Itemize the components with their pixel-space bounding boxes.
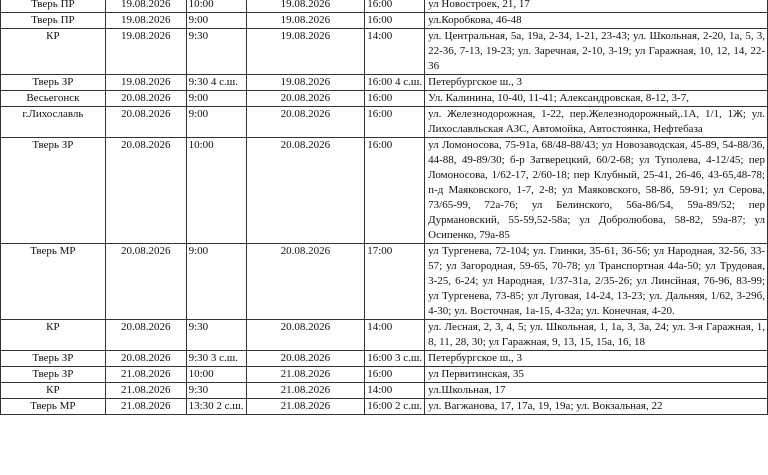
start-time-cell: 9:30	[186, 320, 246, 351]
area-cell: Тверь МР	[1, 244, 106, 320]
start-date-cell: 19.08.2026	[105, 29, 186, 75]
address-cell: ул Тургенева, 72-104; ул. Глинки, 35-61, 36-56; ул Народная, 32-56, 33-57; ул Загородная, 59-65, 70-78; ул Транспортная 44а-50; ул Трудовая, 3-25, 6-24; ул Народная, 1/37-31а, 2/35-26; ул Линсйная, 76-96, 83-99; ул Тургенева, 73-85; ул Луговая, 14-24, 13-23; ул. Дальняя, 1/62, 3-29б, 4-30; ул. Восточная, 1а-15, 4-32а; ул. Конечная, 4-20.	[425, 244, 768, 320]
start-time-cell: 9:30	[186, 29, 246, 75]
end-date-cell: 19.08.2026	[246, 13, 365, 29]
end-time-cell: 16:00 2 с.ш.	[365, 399, 425, 415]
end-date-cell: 19.08.2026	[246, 0, 365, 13]
address-cell: ул. Вагжанова, 17, 17а, 19, 19а; ул. Вокзальная, 22	[425, 399, 768, 415]
area-cell: КР	[1, 29, 106, 75]
end-date-cell: 20.08.2026	[246, 107, 365, 138]
area-cell: Тверь ЗР	[1, 367, 106, 383]
area-cell: Тверь ПР	[1, 0, 106, 13]
table-row	[1, 29, 768, 75]
end-time-cell: 16:00	[365, 13, 425, 29]
area-cell: КР	[1, 320, 106, 351]
start-time-cell: 13:30 2 с.ш.	[186, 399, 246, 415]
start-date-cell: 20.08.2026	[105, 244, 186, 320]
table-row	[1, 399, 768, 415]
end-time-cell: 14:00	[365, 383, 425, 399]
start-time-cell: 10:00	[186, 138, 246, 244]
address-cell: Петербургское ш., 3	[425, 351, 768, 367]
start-date-cell: 21.08.2026	[105, 367, 186, 383]
start-date-cell: 20.08.2026	[105, 107, 186, 138]
end-time-cell: 16:00 3 с.ш.	[365, 351, 425, 367]
start-date-cell: 21.08.2026	[105, 383, 186, 399]
start-date-cell: 20.08.2026	[105, 320, 186, 351]
table-row	[1, 320, 768, 351]
end-time-cell: 14:00	[365, 320, 425, 351]
address-cell: ул Новостроек, 21, 17	[425, 0, 768, 13]
end-date-cell: 20.08.2026	[246, 91, 365, 107]
end-time-cell: 17:00	[365, 244, 425, 320]
start-date-cell: 20.08.2026	[105, 91, 186, 107]
area-cell: Тверь МР	[1, 399, 106, 415]
end-date-cell: 20.08.2026	[246, 244, 365, 320]
address-cell: ул. Железнодорожная, 1-22, пер.Железнодорожный,.1А, 1/1, 1Ж; ул. Лихославльская АЗС, Автомойка, Автостоянка, Нефтебаза	[425, 107, 768, 138]
end-date-cell: 20.08.2026	[246, 138, 365, 244]
outage-schedule-body	[1, 0, 768, 415]
end-date-cell: 20.08.2026	[246, 320, 365, 351]
end-time-cell: 14:00	[365, 29, 425, 75]
address-cell: ул. Лесная, 2, 3, 4, 5; ул. Школьная, 1, 1а, 3, 3а, 24; ул. 3-я Гаражная, 1, 8, 11, 28, 30; ул Гаражная, 9, 13, 15, 15а, 16, 18	[425, 320, 768, 351]
end-date-cell: 21.08.2026	[246, 399, 365, 415]
table-row	[1, 13, 768, 29]
start-date-cell: 19.08.2026	[105, 0, 186, 13]
start-time-cell: 9:30 3 с.ш.	[186, 351, 246, 367]
start-date-cell: 19.08.2026	[105, 75, 186, 91]
area-cell: Тверь ЗР	[1, 138, 106, 244]
table-row	[1, 138, 768, 244]
end-time-cell: 16:00	[365, 107, 425, 138]
table-row	[1, 351, 768, 367]
table-row	[1, 0, 768, 13]
start-time-cell: 10:00	[186, 367, 246, 383]
address-cell: ул Первитинская, 35	[425, 367, 768, 383]
start-date-cell: 19.08.2026	[105, 13, 186, 29]
start-time-cell: 9:30	[186, 383, 246, 399]
end-time-cell: 16:00	[365, 138, 425, 244]
table-row	[1, 107, 768, 138]
area-cell: Тверь ЗР	[1, 351, 106, 367]
start-time-cell: 9:00	[186, 107, 246, 138]
start-date-cell: 20.08.2026	[105, 138, 186, 244]
address-cell: ул Ломоносова, 75-91а, 68/48-88/43; ул Новозаводская, 45-89, 54-88/36, 44-88, 49-89/30; б-р Затверецкий, 60/2-68; ул Туполева, 4-12/45; пер Ломоносова, 1/62-17, 2/60-18; пер Клубный, 25-41, 26-46, 43-65,48-78; п-д Маяковского, 1-7, 2-8; ул Маяковского, 58-86, 59-91; ул Серова, 73/65-99, 72а-76; ул Белинского, 56а-86/54, 59а-89/52; пер Дурмановский, 55-59,52-58а; ул Добролюбова, 58-82, 59а-87; ул Осипенко, 79а-85	[425, 138, 768, 244]
start-time-cell: 9:30 4 с.ш.	[186, 75, 246, 91]
end-date-cell: 19.08.2026	[246, 29, 365, 75]
table-row	[1, 383, 768, 399]
area-cell: г.Лихославль	[1, 107, 106, 138]
area-cell: Весьегонск	[1, 91, 106, 107]
start-time-cell: 9:00	[186, 91, 246, 107]
table-row	[1, 91, 768, 107]
area-cell: Тверь ЗР	[1, 75, 106, 91]
table-row	[1, 244, 768, 320]
end-date-cell: 20.08.2026	[246, 351, 365, 367]
end-time-cell: 16:00	[365, 0, 425, 13]
end-date-cell: 19.08.2026	[246, 75, 365, 91]
end-time-cell: 16:00	[365, 367, 425, 383]
end-date-cell: 21.08.2026	[246, 367, 365, 383]
address-cell: ул. Центральная, 5а, 19а, 2-34, 1-21, 23-43; ул. Школьная, 2-20, 1а, 5, 3, 22-36, 7-13, 19-23; ул. Заречная, 2-10, 3-19; ул Гаражная, 10, 12, 14, 22-36	[425, 29, 768, 75]
area-cell: КР	[1, 383, 106, 399]
table-row	[1, 75, 768, 91]
start-date-cell: 20.08.2026	[105, 351, 186, 367]
area-cell: Тверь ПР	[1, 13, 106, 29]
address-cell: ул.Коробкова, 46-48	[425, 13, 768, 29]
end-time-cell: 16:00 4 с.ш.	[365, 75, 425, 91]
end-time-cell: 16:00	[365, 91, 425, 107]
start-date-cell: 21.08.2026	[105, 399, 186, 415]
address-cell: ул.Школьная, 17	[425, 383, 768, 399]
start-time-cell: 9:00	[186, 13, 246, 29]
address-cell: Петербургское ш., 3	[425, 75, 768, 91]
end-date-cell: 21.08.2026	[246, 383, 365, 399]
table-row	[1, 367, 768, 383]
start-time-cell: 10:00	[186, 0, 246, 13]
address-cell: Ул. Калинина, 10-40, 11-41; Александровская, 8-12, 3-7,	[425, 91, 768, 107]
start-time-cell: 9:00	[186, 244, 246, 320]
